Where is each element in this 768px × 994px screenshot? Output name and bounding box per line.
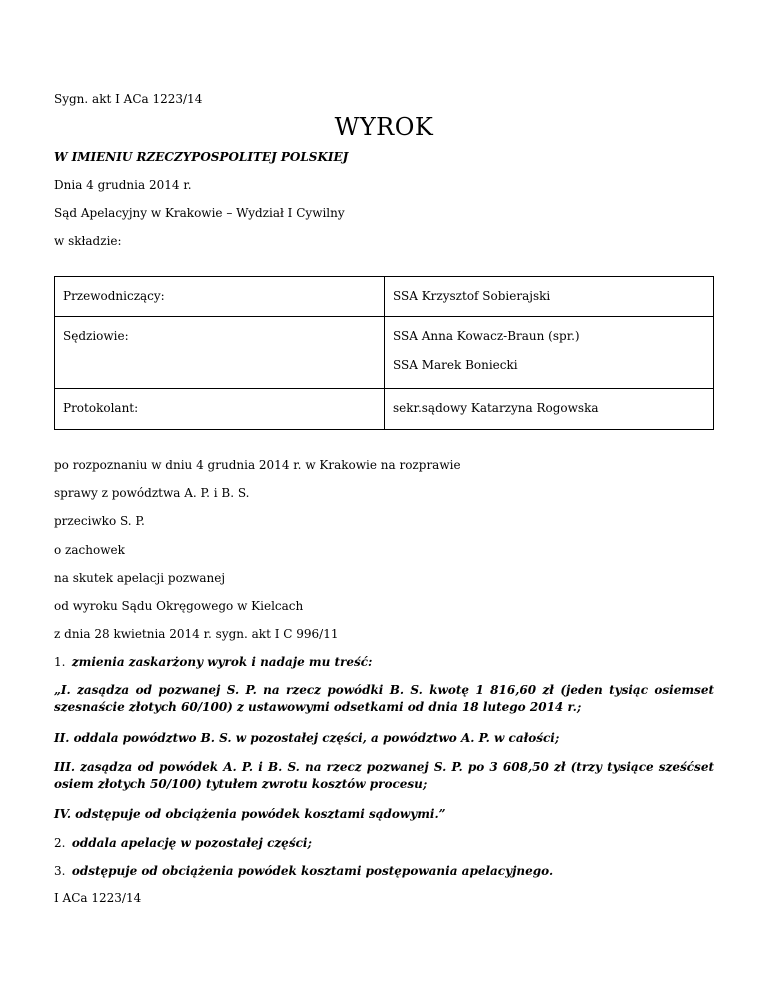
footer-case-reference: I ACa 1223/14 xyxy=(54,891,142,905)
case-reference: Sygn. akt I ACa 1223/14 xyxy=(54,92,203,106)
ruling-item-1 xyxy=(54,655,373,669)
proceedings-line: przeciwko S. P. xyxy=(54,514,145,528)
document-title: WYROK xyxy=(334,113,434,141)
ruling-item-number: 2. xyxy=(54,836,66,850)
judges-names-cell xyxy=(385,317,714,389)
chair-label-cell xyxy=(55,277,385,317)
chair-name-cell xyxy=(385,277,714,317)
proceedings-line: na skutek apelacji pozwanej xyxy=(54,571,226,585)
judgment-date: Dnia 4 grudnia 2014 r. xyxy=(54,178,192,192)
judges-label-cell xyxy=(55,317,385,389)
judge-name: SSA Anna Kowacz-Braun (spr.) xyxy=(393,329,580,343)
chair-name: SSA Krzysztof Sobierajski xyxy=(393,289,551,303)
ruling-point-4: IV. odstępuje od obciążenia powódek kosztami sądowymi.” xyxy=(54,807,446,821)
court-name: Sąd Apelacyjny w Krakowie – Wydział I Cywilny xyxy=(54,206,345,220)
clerk-name-cell xyxy=(385,389,714,430)
ruling-item-text: zmienia zaskarżony wyrok i nadaje mu treść: xyxy=(71,655,373,669)
proceedings-line: od wyroku Sądu Okręgowego w Kielcach xyxy=(54,599,304,613)
ruling-item-2 xyxy=(54,836,312,850)
proceedings-line: sprawy z powództwa A. P. i B. S. xyxy=(54,486,250,500)
composition-intro: w składzie: xyxy=(54,234,122,248)
ruling-point-1: „I. zasądza od pozwanej S. P. na rzecz powódki B. S. kwotę 1 816,60 zł (jeden tysiąc osiemset szesnaście złotych 60/100) z ustawowymi odsetkami od dnia 18 lutego 2014 r.; xyxy=(54,683,714,714)
court-composition-table xyxy=(54,276,714,430)
chair-label: Przewodniczący: xyxy=(63,289,165,303)
ruling-item-text: odstępuje od obciążenia powódek kosztami postępowania apelacyjnego. xyxy=(71,864,554,878)
proceedings-line: po rozpoznaniu w dniu 4 grudnia 2014 r. w Krakowie na rozprawie xyxy=(54,458,461,472)
ruling-point-3: III. zasądza od powódek A. P. i B. S. na rzecz pozwanej S. P. po 3 608,50 zł (trzy tysiące sześćset osiem złotych 50/100) tytułem zwrotu kosztów procesu; xyxy=(54,760,714,791)
proceedings-line: o zachowek xyxy=(54,543,125,557)
ruling-item-number: 1. xyxy=(54,655,66,669)
judge-name: SSA Marek Boniecki xyxy=(393,358,518,372)
judges-label: Sędziowie: xyxy=(63,329,129,343)
table-row xyxy=(55,277,714,317)
ruling-item-3 xyxy=(54,864,553,878)
proceedings-line: z dnia 28 kwietnia 2014 r. sygn. akt I C 996/11 xyxy=(54,627,339,641)
ruling-point-2: II. oddala powództwo B. S. w pozostałej części, a powództwo A. P. w całości; xyxy=(54,731,560,745)
ruling-item-number: 3. xyxy=(54,864,66,878)
document-subtitle: W IMIENIU RZECZYPOSPOLITEJ POLSKIEJ xyxy=(54,150,349,164)
table-row xyxy=(55,389,714,430)
ruling-item-text: oddala apelację w pozostałej części; xyxy=(71,836,312,850)
clerk-label-cell xyxy=(55,389,385,430)
clerk-label: Protokolant: xyxy=(63,401,139,415)
clerk-name: sekr.sądowy Katarzyna Rogowska xyxy=(393,401,599,415)
table-row xyxy=(55,317,714,389)
